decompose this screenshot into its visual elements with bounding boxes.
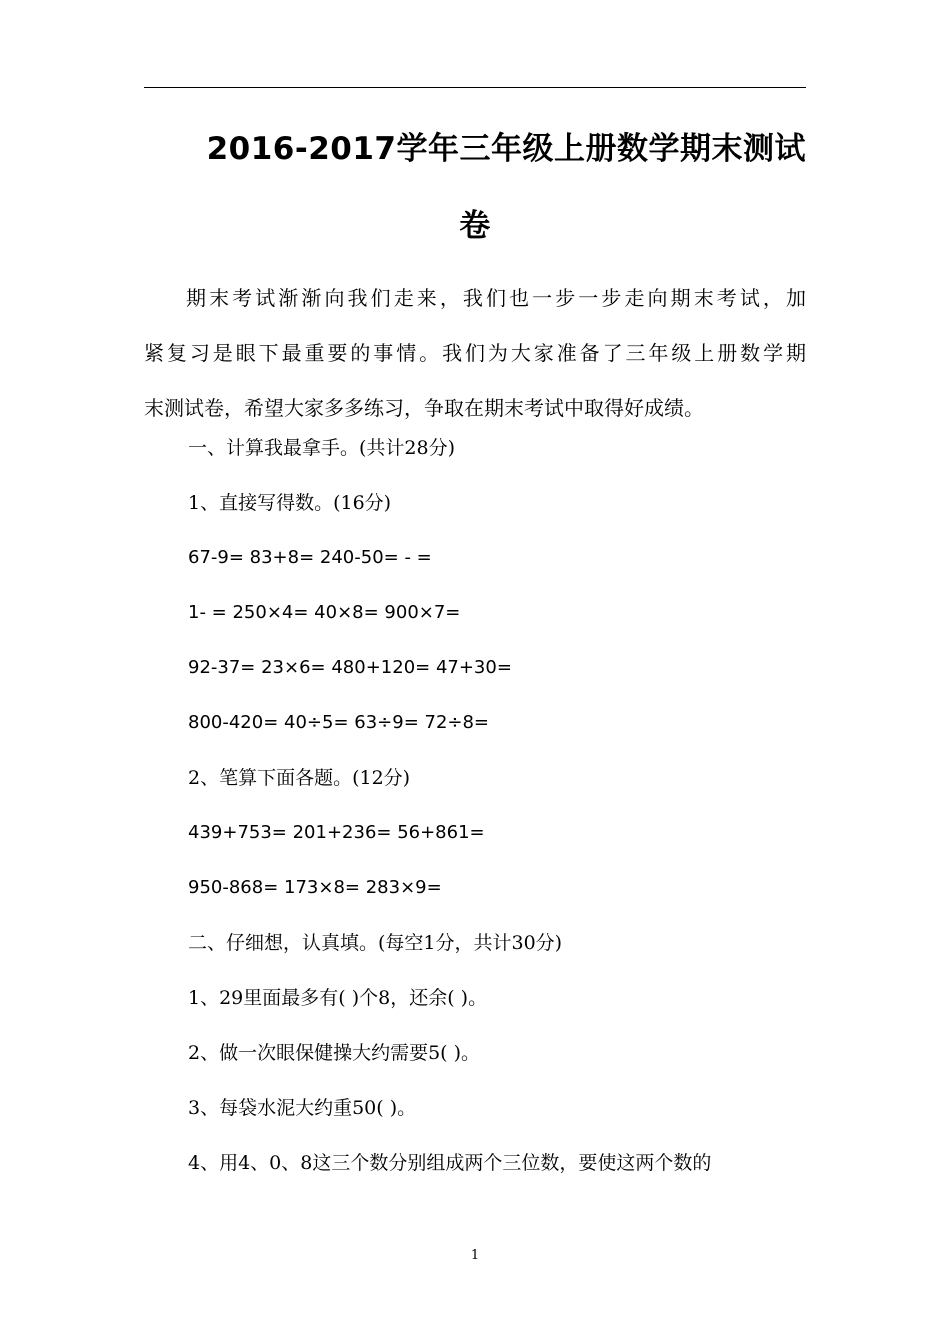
section-heading: 一、计算我最拿手。(共计28分): [188, 437, 456, 459]
exam-content: [188, 428, 808, 1198]
section-heading: 二、仔细想，认真填。(每空1分，共计30分): [188, 932, 563, 954]
document-title-line-2: 卷: [459, 208, 491, 244]
question-item: 2、做一次眼保健操大约需要5( )。: [188, 1042, 481, 1064]
question-heading: 2、笔算下面各题。(12分): [188, 767, 411, 789]
intro-line: 末测试卷，希望大家多多练习，争取在期末考试中取得好成绩。: [144, 396, 704, 420]
math-row: 439+753= 201+236= 56+861=: [188, 822, 485, 843]
math-row: 800-420= 40÷5= 63÷9= 72÷8=: [188, 712, 490, 733]
intro-paragraph: [144, 278, 806, 428]
math-row: 1- = 250×4= 40×8= 900×7=: [188, 602, 461, 623]
header-rule: [144, 87, 806, 88]
document-title-line-1: 2016-2017学年三年级上册数学期末测试: [206, 131, 806, 167]
intro-line: 紧复习是眼下最重要的事情。我们为大家准备了三年级上册数学期: [144, 341, 806, 365]
question-heading: 1、直接写得数。(16分): [188, 492, 392, 514]
math-row: 67-9= 83+8= 240-50= - =: [188, 547, 432, 568]
question-item: 3、每袋水泥大约重50( )。: [188, 1097, 417, 1119]
math-row: 950-868= 173×8= 283×9=: [188, 877, 442, 898]
page-number: 1: [470, 1248, 480, 1263]
math-row: 92-37= 23×6= 480+120= 47+30=: [188, 657, 512, 678]
intro-line: 期末考试渐渐向我们走来，我们也一步一步走向期末考试，加: [186, 286, 806, 310]
question-item: 1、29里面最多有( )个8，还余( )。: [188, 987, 488, 1009]
question-item: 4、用4、0、8这三个数分别组成两个三位数，要使这两个数的: [188, 1152, 712, 1174]
